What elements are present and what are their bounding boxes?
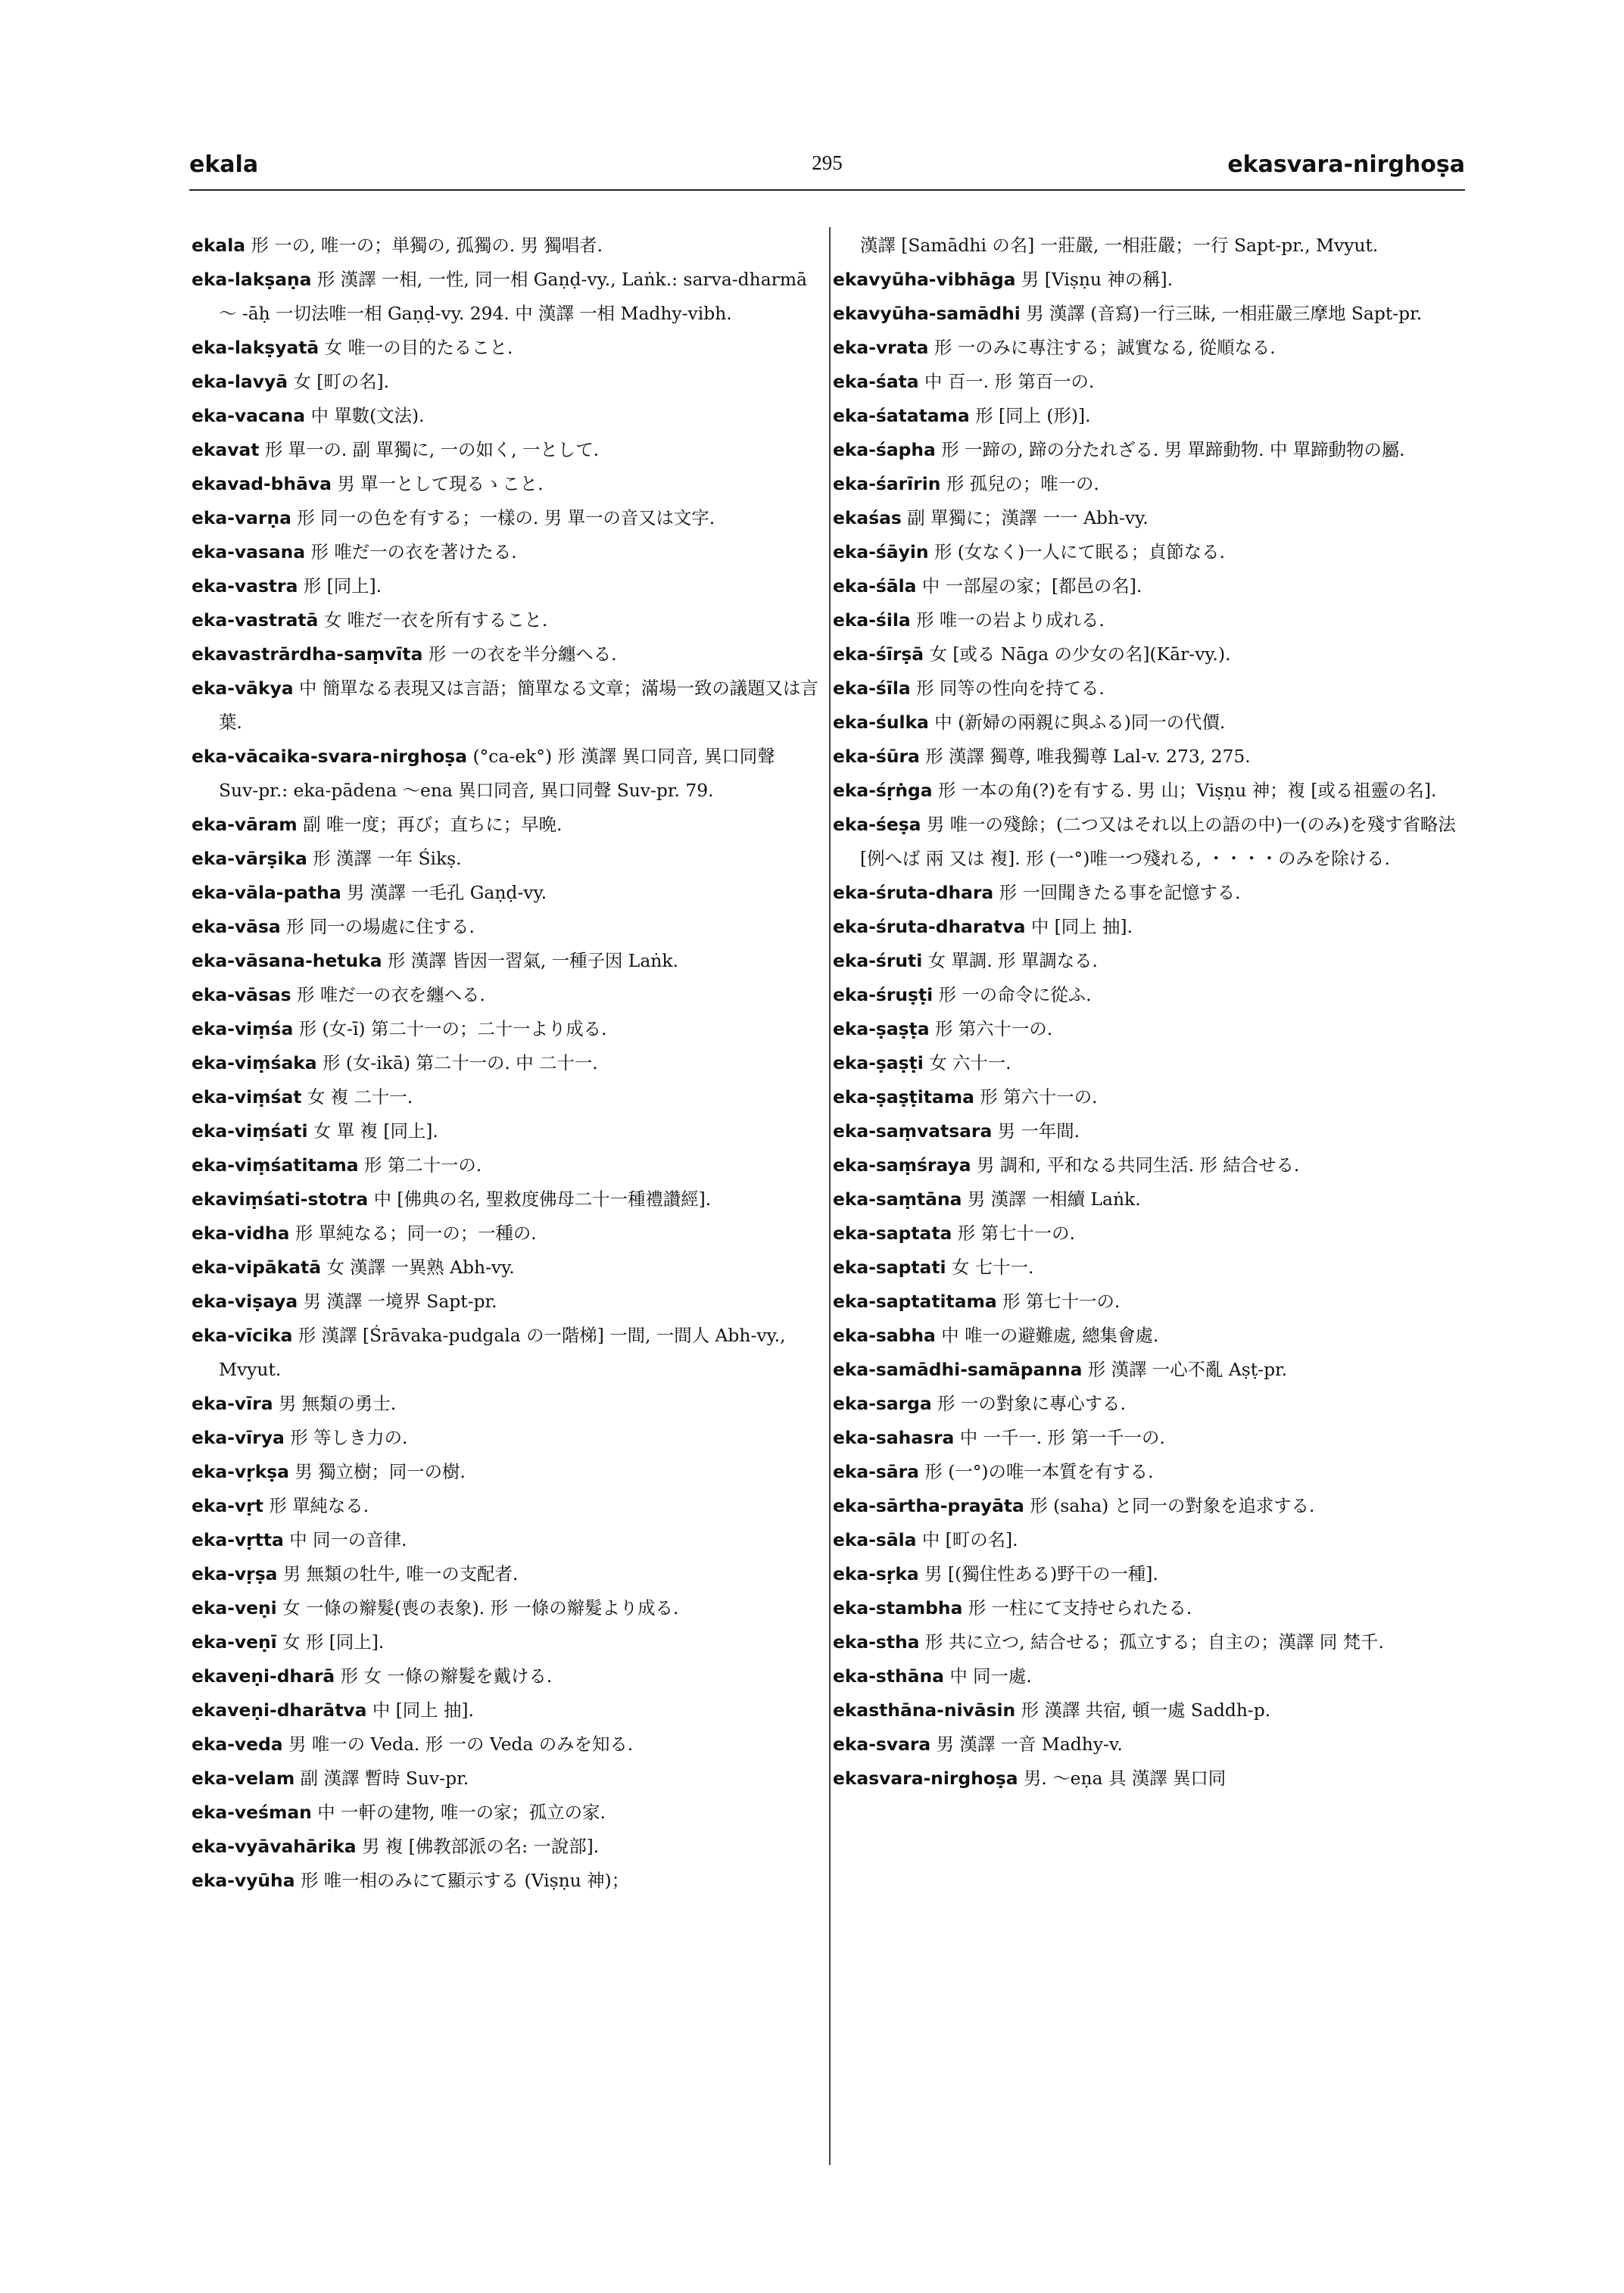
dictionary-entry: [192, 603, 820, 637]
header-rule: [189, 189, 1465, 191]
entry-headword: eka-śarīrin: [833, 473, 941, 494]
entry-definition: 男. ～eṇa 具 漢譯 異口同: [1024, 1768, 1227, 1789]
entry-headword: eka-vācaika-svara-nirghoṣa: [192, 746, 468, 767]
dictionary-entry: [833, 603, 1469, 637]
dictionary-entry: [192, 1046, 820, 1080]
entry-definition: 形 一本の角(?)を有する. 男 山；Viṣṇu 神；複 [或る祖靈の名].: [938, 780, 1437, 801]
entry-headword: eka-saptata: [833, 1223, 952, 1244]
entry-headword: eka-śṛṅga: [833, 780, 933, 801]
dictionary-entry: [833, 501, 1469, 535]
entry-definition: 形 女 一條の辮髮を戴ける.: [340, 1665, 553, 1687]
entry-headword: ekavastrārdha-saṃvīta: [192, 643, 423, 665]
dictionary-entry: [833, 740, 1469, 774]
dictionary-entry: [192, 263, 820, 331]
entry-definition: 形 共に立つ, 結合せる；孤立する；自主の；漢譯 同 梵千.: [924, 1631, 1384, 1653]
entry-headword: ekaveṇi-dharātva: [192, 1699, 367, 1721]
dictionary-entry: [833, 1319, 1469, 1353]
dictionary-entry: [192, 1387, 820, 1421]
entry-definition: 形 唯一の岩より成れる.: [916, 609, 1105, 631]
entry-definition: 形 第六十一の.: [980, 1086, 1098, 1108]
entry-definition: 形 單純なる；同一の；一種の.: [295, 1223, 537, 1244]
entry-definition: 中 一部屋の家；[都邑の名].: [921, 575, 1142, 597]
entry-definition: 形 一のみに專注する；誠實なる, 從順なる.: [934, 337, 1276, 358]
dictionary-entry: [192, 1728, 820, 1762]
entry-definition: 形 一蹄の, 蹄の分たれざる. 男 單蹄動物. 中 單蹄動物の屬.: [941, 439, 1405, 460]
entry-headword: eka-stha: [833, 1631, 920, 1653]
dictionary-entry: [833, 1353, 1469, 1387]
entry-definition: 形 同一の色を有する；一樣の. 男 單一の音又は文字.: [297, 507, 715, 528]
entry-definition: 中 一千一. 形 第一千一の.: [959, 1427, 1165, 1448]
dictionary-entry: [192, 1285, 820, 1319]
entry-headword: ekaveṇi-dharā: [192, 1665, 335, 1687]
dictionary-entry: [833, 1557, 1469, 1591]
entry-definition: 形 一柱にて支持せられたる.: [968, 1597, 1192, 1618]
entry-headword: eka-vāla-patha: [192, 882, 341, 903]
dictionary-entry: [833, 1046, 1469, 1080]
entry-headword: eka-śīrṣā: [833, 643, 924, 665]
dictionary-entry: [833, 1489, 1469, 1523]
entry-headword: eka-śruta-dharatva: [833, 916, 1026, 937]
entry-headword: eka-lakṣaṇa: [192, 269, 312, 290]
entry-headword: eka-vīcika: [192, 1325, 293, 1346]
dictionary-entry: [192, 1421, 820, 1455]
entry-definition: 副 單獨に；漢譯 一一 Abh-vy.: [907, 507, 1149, 528]
entry-definition: 形 一回聞きたる事を記憶する.: [999, 882, 1241, 903]
entry-headword: eka-veśman: [192, 1802, 312, 1823]
entry-definition: 女 形 [同上].: [282, 1631, 385, 1653]
dictionary-entry: [192, 1148, 820, 1182]
entry-definition: 形 單純なる.: [269, 1495, 369, 1516]
entry-definition: 女 一條の辮髮(喪の表象). 形 一條の辮髮より成る.: [282, 1597, 679, 1618]
entry-definition: 男 調和, 平和なる共同生活. 形 結合せる.: [976, 1154, 1300, 1176]
entry-definition: 女 唯一の目的たること.: [324, 337, 513, 358]
entry-headword: eka-vṛṣa: [192, 1563, 278, 1584]
entry-headword: eka-śruti: [833, 950, 923, 971]
dictionary-entry: [833, 1523, 1469, 1557]
dictionary-entry: [192, 1080, 820, 1114]
dictionary-entry: [192, 1659, 820, 1693]
entry-headword: eka-lavyā: [192, 371, 288, 392]
entry-definition: 形 漢譯 [Śrāvaka-pudgala の一階梯] 一間, 一間人 Abh-vy., Mvyut.: [219, 1325, 786, 1380]
entry-headword: ekaviṃśati-stotra: [192, 1189, 369, 1210]
dictionary-entry: [192, 671, 820, 740]
right-column: [833, 229, 1469, 1796]
entry-headword: eka-vipākatā: [192, 1257, 322, 1278]
entry-headword: eka-saptatitama: [833, 1291, 997, 1312]
entry-headword: ekasthāna-nivāsin: [833, 1699, 1016, 1721]
entry-definition: 形 第六十一の.: [934, 1018, 1053, 1039]
entry-headword: eka-viṃśaka: [192, 1052, 317, 1073]
entry-headword: eka-viṃśa: [192, 1018, 294, 1039]
entry-definition: 女 唯だ一衣を所有すること.: [323, 609, 548, 631]
entry-headword: ekasvara-nirghoṣa: [833, 1768, 1018, 1789]
entry-headword: ekavyūha-samādhi: [833, 303, 1021, 324]
left-column: [192, 229, 820, 1898]
dictionary-entry: [833, 535, 1469, 569]
entry-headword: eka-saṃśraya: [833, 1154, 971, 1176]
entry-headword: ekavad-bhāva: [192, 473, 332, 494]
dictionary-entry: [192, 1455, 820, 1489]
dictionary-entry: [833, 1591, 1469, 1625]
entry-headword: eka-viṃśati: [192, 1120, 308, 1142]
dictionary-entry: [192, 331, 820, 365]
entry-definition: 男 無類の牡牛, 唯一の支配者.: [282, 1563, 519, 1584]
entry-headword: eka-sṛka: [833, 1563, 919, 1584]
dictionary-entry: [192, 876, 820, 910]
entry-definition: 中 唯一の避難處, 總集會處.: [941, 1325, 1159, 1346]
dictionary-entry: [833, 637, 1469, 671]
dictionary-entry: [192, 1796, 820, 1830]
dictionary-entry: [833, 910, 1469, 944]
entry-definition: 形 一の衣を半分纏へる.: [428, 643, 617, 665]
entry-headword: eka-velam: [192, 1768, 295, 1789]
entry-headword: eka-veṇī: [192, 1631, 277, 1653]
entry-definition: 男 無類の勇士.: [278, 1393, 397, 1414]
entry-definition: 男 [Viṣṇu 神の稱].: [1021, 269, 1174, 290]
dictionary-entry: [192, 1489, 820, 1523]
entry-definition: 中 簡單なる表現又は言語；簡單なる文章；滿場一致の議題又は言葉.: [219, 678, 818, 733]
entry-headword: eka-viṃśatitama: [192, 1154, 359, 1176]
dictionary-entry: [192, 944, 820, 978]
entry-headword: eka-śīla: [833, 678, 911, 699]
entry-headword: eka-svara: [833, 1734, 931, 1755]
dictionary-entry: [192, 399, 820, 433]
entry-headword: eka-ṣaṣṭitama: [833, 1086, 974, 1108]
entry-headword: eka-śruta-dhara: [833, 882, 994, 903]
entry-definition: 男 漢譯 (音寫)一行三昧, 一相莊嚴三摩地 Sapt-pr.: [1026, 303, 1423, 324]
entry-definition: 男 漢譯 一音 Madhy-v.: [936, 1734, 1123, 1755]
dictionary-entry: [833, 1455, 1469, 1489]
entry-headword: eka-stambha: [833, 1597, 963, 1618]
entry-definition: 形 一の命令に從ふ.: [938, 984, 1092, 1005]
entry-headword: eka-viṃśat: [192, 1086, 302, 1108]
entry-definition: 女 單 複 [同上].: [313, 1120, 438, 1142]
dictionary-entry: [833, 263, 1469, 297]
column-divider: [829, 227, 831, 2165]
entry-headword: eka-vāsana-hetuka: [192, 950, 382, 971]
dictionary-entry: [192, 1251, 820, 1285]
entry-definition: 形 漢譯 一年 Śikṣ.: [313, 848, 462, 869]
entry-definition: 形 (女-ikā) 第二十一の. 中 二十一.: [323, 1052, 598, 1073]
dictionary-entry: [833, 229, 1469, 263]
dictionary-entry: [833, 808, 1469, 876]
entry-definition: 男 漢譯 一境界 Sapt-pr.: [303, 1291, 497, 1312]
entry-headword: ekavyūha-vibhāga: [833, 269, 1016, 290]
entry-definition: 中 百一. 形 第百一の.: [924, 371, 1095, 392]
entry-headword: eka-śila: [833, 609, 911, 631]
entry-definition: 女 七十一.: [951, 1257, 1034, 1278]
entry-definition: 形 孤兒の；唯一の.: [946, 473, 1099, 494]
dictionary-entry: [833, 1421, 1469, 1455]
entry-definition: 形 一の, 唯一の；単獨の, 孤獨の. 男 獨唱者.: [251, 235, 603, 256]
dictionary-entry: [192, 535, 820, 569]
entry-definition: 中 [同上 抽].: [1030, 916, 1133, 937]
entry-definition: 女 [町の名].: [293, 371, 390, 392]
entry-definition: 形 漢譯 皆因一習氣, 一種子因 Laṅk.: [387, 950, 678, 971]
entry-definition: 男 唯一の Veda. 形 一の Veda のみを知る.: [288, 1734, 634, 1755]
dictionary-entry: [192, 1762, 820, 1796]
entry-headword: eka-śāla: [833, 575, 917, 597]
entry-headword: eka-sārtha-prayāta: [833, 1495, 1024, 1516]
dictionary-entry: [192, 467, 820, 501]
entry-definition: 形 唯だ一の衣を著けたる.: [310, 541, 517, 562]
entry-definition: 女 六十一.: [929, 1052, 1011, 1073]
entry-definition: 女 [或る Nāga の少女の名](Kār-vy.).: [929, 643, 1231, 665]
entry-headword: eka-śūra: [833, 746, 920, 767]
entry-headword: eka-vārṣika: [192, 848, 307, 869]
entry-definition: 女 漢譯 一異熟 Abh-vy.: [326, 1257, 515, 1278]
dictionary-entry: [192, 910, 820, 944]
dictionary-entry: [192, 501, 820, 535]
dictionary-entry: [192, 1182, 820, 1217]
entry-headword: eka-śapha: [833, 439, 936, 460]
entry-definition: 副 唯一度；再び；直ちに；早晩.: [303, 814, 563, 835]
dictionary-entry: [192, 1217, 820, 1251]
entry-headword: ekala: [192, 235, 246, 256]
entry-definition: 形 同等の性向を持てる.: [916, 678, 1105, 699]
dictionary-entry: [192, 1012, 820, 1046]
entry-definition: 中 [佛典の名, 聖救度佛母二十一種禮讚經].: [373, 1189, 712, 1210]
entry-definition: 中 同一處.: [949, 1665, 1032, 1687]
entry-headword: eka-sāra: [833, 1461, 919, 1482]
dictionary-entry: [833, 1728, 1469, 1762]
dictionary-entry: [192, 1693, 820, 1728]
dictionary-entry: [833, 978, 1469, 1012]
entry-headword: eka-vṛt: [192, 1495, 263, 1516]
entry-headword: eka-vāram: [192, 814, 298, 835]
entry-headword: eka-samādhi-samāpanna: [833, 1359, 1083, 1380]
dictionary-entry: [833, 1012, 1469, 1046]
entry-headword: eka-vastratā: [192, 609, 319, 631]
page-number: 295: [812, 151, 843, 174]
dictionary-entry: [833, 365, 1469, 399]
entry-definition: (°ca-ek°) 形 漢譯 異口同音, 異口同聲 Suv-pr.: eka-pādena ～ena 異口同音, 異口同聲 Suv-pr. 79.: [219, 746, 775, 801]
entry-headword: eka-sthāna: [833, 1665, 944, 1687]
dictionary-entry: [833, 1251, 1469, 1285]
entry-definition: 男 漢譯 一毛孔 Gaṇḍ-vy.: [347, 882, 547, 903]
entry-definition: 女 單調. 形 單調なる.: [927, 950, 1098, 971]
dictionary-entry: [192, 1523, 820, 1557]
dictionary-entry: [833, 1217, 1469, 1251]
entry-headword: eka-varṇa: [192, 507, 291, 528]
entry-definition: 形 第七十一の.: [957, 1223, 1075, 1244]
dictionary-entry: [192, 1830, 820, 1864]
dictionary-entry: [833, 671, 1469, 706]
entry-definition: 漢譯 [Samādhi の名] 一莊嚴, 一相莊嚴；一行 Sapt-pr., Mvyut.: [860, 235, 1379, 256]
entry-definition: 形 漢譯 獨尊, 唯我獨尊 Lal-v. 273, 275.: [925, 746, 1251, 767]
entry-definition: 形 (saha) と同一の對象を追求する.: [1030, 1495, 1315, 1516]
header-right-guide-word: ekasvara-nirghoṣa: [1227, 151, 1465, 178]
entry-definition: 形 漢譯 一相, 一性, 同一相 Gaṇḍ-vy., Laṅk.: sarva-dharmā ～ -āḥ 一切法唯一相 Gaṇḍ-vy. 294. 中 漢譯 一相 Madhy-vibh.: [219, 269, 807, 324]
entry-headword: eka-sahasra: [833, 1427, 955, 1448]
entry-definition: 男 一年間.: [997, 1120, 1080, 1142]
entry-definition: 女 複 二十一.: [307, 1086, 413, 1108]
entry-headword: eka-vyūha: [192, 1870, 295, 1891]
dictionary-entry: [192, 1319, 820, 1387]
entry-definition: 男 獨立樹；同一の樹.: [295, 1461, 466, 1482]
entry-definition: 男 單一として現るゝこと.: [337, 473, 544, 494]
entry-definition: 形 第二十一の.: [364, 1154, 482, 1176]
entry-headword: eka-ṣaṣṭi: [833, 1052, 924, 1073]
dictionary-entry: [833, 1148, 1469, 1182]
entry-definition: 中 [同上 抽].: [372, 1699, 474, 1721]
entry-headword: eka-lakṣyatā: [192, 337, 320, 358]
entry-definition: 副 漢譯 暫時 Suv-pr.: [300, 1768, 469, 1789]
entry-headword: eka-vṛkṣa: [192, 1461, 289, 1482]
dictionary-entry: [192, 978, 820, 1012]
entry-definition: 形 [同上 (形)].: [975, 405, 1091, 426]
entry-headword: eka-vidha: [192, 1223, 290, 1244]
entry-definition: 形 唯だ一の衣を纏へる.: [297, 984, 485, 1005]
dictionary-entry: [192, 637, 820, 671]
entry-headword: eka-vākya: [192, 678, 294, 699]
entry-definition: 形 等しき力の.: [290, 1427, 408, 1448]
entry-headword: eka-sabha: [833, 1325, 936, 1346]
entry-headword: eka-śata: [833, 371, 919, 392]
dictionary-entry: [192, 1591, 820, 1625]
dictionary-entry: [192, 433, 820, 467]
entry-headword: ekaśas: [833, 507, 902, 528]
dictionary-entry: [192, 1864, 820, 1898]
dictionary-entry: [192, 229, 820, 263]
entry-definition: 中 (新婦の兩親に與ふる)同一の代價.: [934, 712, 1226, 733]
entry-definition: 男 [(獨住性ある)野干の一種].: [924, 1563, 1158, 1584]
dictionary-entry: [833, 1659, 1469, 1693]
dictionary-entry: [192, 842, 820, 876]
entry-definition: 形 (一°)の唯一本質を有する.: [924, 1461, 1154, 1482]
entry-headword: eka-vyāvahārika: [192, 1836, 357, 1857]
dictionary-entry: [833, 297, 1469, 331]
entry-headword: eka-śulka: [833, 712, 929, 733]
dictionary-entry: [192, 740, 820, 808]
dictionary-entry: [833, 569, 1469, 603]
entry-headword: eka-śāyin: [833, 541, 929, 562]
dictionary-entry: [833, 1625, 1469, 1659]
dictionary-entry: [833, 1080, 1469, 1114]
page-header: [189, 151, 1465, 189]
entry-definition: 形 同一の場處に住する.: [286, 916, 475, 937]
entry-headword: eka-vrata: [833, 337, 929, 358]
dictionary-entry: [192, 1114, 820, 1148]
entry-definition: 男 漢譯 一相續 Laṅk.: [967, 1189, 1141, 1210]
dictionary-entry: [833, 944, 1469, 978]
dictionary-entry: [192, 1625, 820, 1659]
dictionary-entry: [192, 365, 820, 399]
entry-headword: eka-saptati: [833, 1257, 946, 1278]
header-left-guide-word: ekala: [189, 151, 259, 178]
entry-headword: eka-vastra: [192, 575, 298, 597]
dictionary-entry: [833, 1693, 1469, 1728]
entry-definition: 形 一の對象に專心する.: [937, 1393, 1126, 1414]
dictionary-entry: [833, 1387, 1469, 1421]
entry-headword: eka-vāsas: [192, 984, 291, 1005]
entry-definition: 中 單數(文法).: [310, 405, 425, 426]
entry-definition: 男 複 [佛教部派の名: 一說部].: [362, 1836, 600, 1857]
dictionary-entry: [833, 774, 1469, 808]
entry-headword: eka-vīra: [192, 1393, 273, 1414]
entry-headword: eka-vacana: [192, 405, 306, 426]
dictionary-entry: [192, 808, 820, 842]
entry-headword: eka-saṃtāna: [833, 1189, 962, 1210]
entry-definition: 形 漢譯 共宿, 頓一處 Saddh-p.: [1021, 1699, 1271, 1721]
entry-headword: eka-saṃvatsara: [833, 1120, 993, 1142]
entry-definition: 形 單一の. 副 單獨に, 一の如く, 一として.: [264, 439, 600, 460]
entry-headword: eka-veda: [192, 1734, 283, 1755]
entry-definition: 形 唯一相のみにて顯示する (Viṣṇu 神)；: [300, 1870, 630, 1891]
dictionary-entry: [833, 331, 1469, 365]
entry-headword: eka-vīrya: [192, 1427, 285, 1448]
entry-headword: eka-śatatama: [833, 405, 970, 426]
entry-headword: ekavat: [192, 439, 260, 460]
dictionary-entry: [833, 1114, 1469, 1148]
dictionary-entry: [833, 1182, 1469, 1217]
entry-headword: eka-ṣaṣṭa: [833, 1018, 930, 1039]
entry-headword: eka-vasana: [192, 541, 306, 562]
entry-definition: 形 [同上].: [303, 575, 382, 597]
entry-definition: 形 (女-ī) 第二十一の；二十一より成る.: [298, 1018, 607, 1039]
dictionary-entry: [833, 1762, 1469, 1796]
entry-headword: eka-śruṣṭi: [833, 984, 934, 1005]
dictionary-entry: [833, 706, 1469, 740]
entry-definition: 形 (女なく)一人にて眠る；貞節なる.: [934, 541, 1225, 562]
entry-headword: eka-vāsa: [192, 916, 281, 937]
dictionary-entry: [833, 876, 1469, 910]
dictionary-entry: [833, 399, 1469, 433]
dictionary-entry: [833, 433, 1469, 467]
entry-headword: eka-viṣaya: [192, 1291, 298, 1312]
dictionary-entry: [833, 1285, 1469, 1319]
entry-headword: eka-sarga: [833, 1393, 932, 1414]
entry-definition: 形 漢譯 一心不亂 Aṣṭ-pr.: [1087, 1359, 1288, 1380]
entry-definition: 形 第七十一の.: [1002, 1291, 1121, 1312]
entry-definition: 男 唯一の殘餘；(二つ又はそれ以上の語の中)一(のみ)を殘す省略法 [例へば 兩 又は 複]. 形 (一°)唯一つ殘れる, ・・・・のみを除ける.: [860, 814, 1456, 869]
entry-headword: eka-veṇi: [192, 1597, 277, 1618]
entry-headword: eka-sāla: [833, 1529, 917, 1550]
entry-definition: 中 一軒の建物, 唯一の家；孤立の家.: [317, 1802, 606, 1823]
dictionary-entry: [192, 569, 820, 603]
entry-headword: eka-śeṣa: [833, 814, 921, 835]
dictionary-entry: [192, 1557, 820, 1591]
entry-definition: 中 同一の音律.: [289, 1529, 407, 1550]
entry-definition: 中 [町の名].: [921, 1529, 1018, 1550]
entry-headword: eka-vṛtta: [192, 1529, 284, 1550]
dictionary-entry: [833, 467, 1469, 501]
